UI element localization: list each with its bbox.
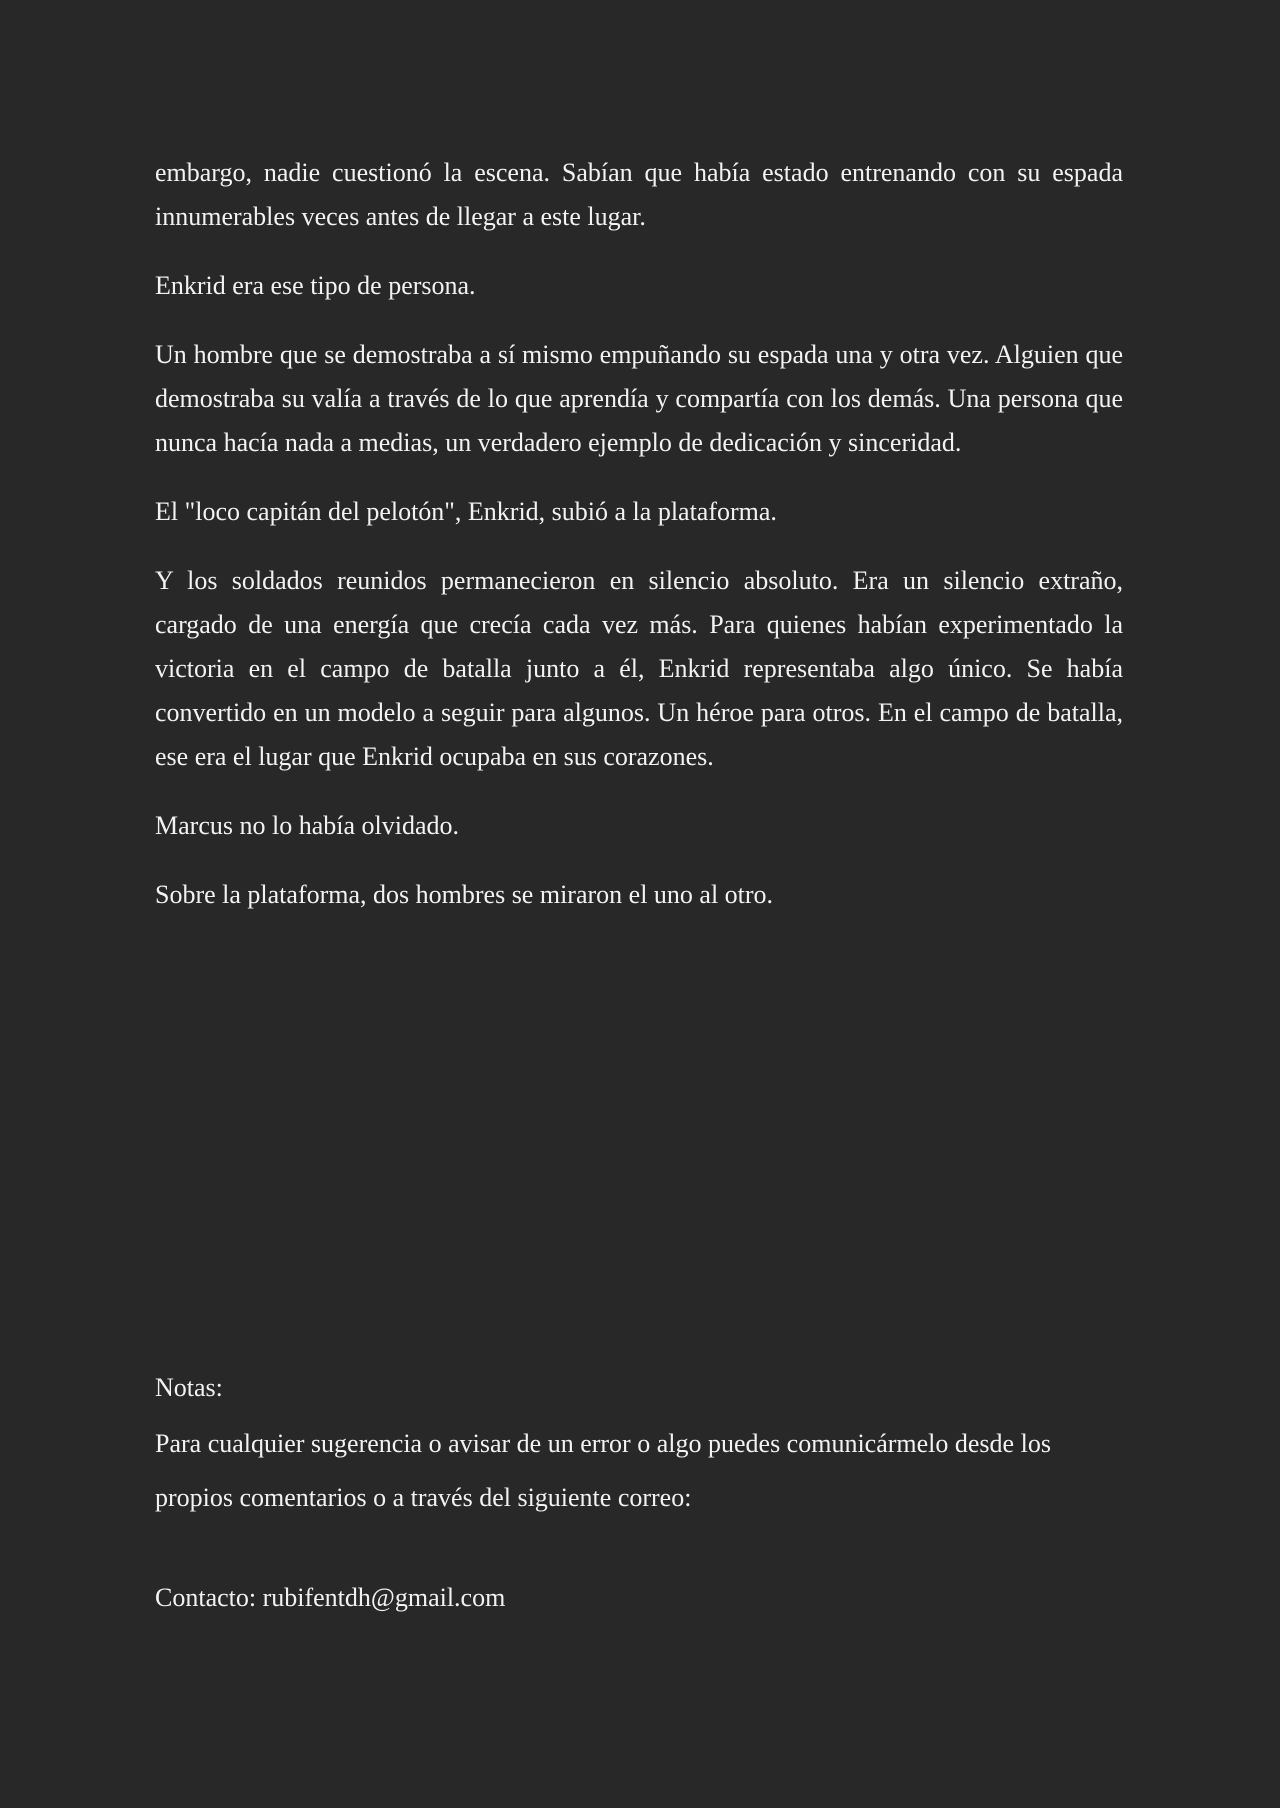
paragraph: El "loco capitán del pelotón", Enkrid, subió a la plataforma. (155, 497, 777, 526)
contact-line: Contacto: rubifentdh@gmail.com (155, 1583, 506, 1612)
notes-section (155, 1365, 1123, 1621)
paragraph: Sobre la plataforma, dos hombres se miraron el uno al otro. (155, 880, 774, 909)
chapter-body (155, 151, 1123, 942)
paragraph: Y los soldados reunidos permanecieron en silencio absoluto. Era un silencio extraño, cargado de una energía que crecía cada vez más. Para quienes habían experimentado la victoria en el campo de batalla junto a él, Enkrid representaba algo único. Se había convertido en un modelo a seguir para algunos. Un héroe para otros. En el campo de batalla, ese era el lugar que Enkrid ocupaba en sus corazones. (155, 566, 1123, 771)
paragraph: Marcus no lo había olvidado. (155, 811, 459, 840)
paragraph: embargo, nadie cuestionó la escena. Sabían que había estado entrenando con su espada innumerables veces antes de llegar a este lugar. (155, 158, 1123, 231)
paragraph: Un hombre que se demostraba a sí mismo empuñando su espada una y otra vez. Alguien que demostraba su valía a través de lo que aprendía y compartía con los demás. Una persona que nunca hacía nada a medias, un verdadero ejemplo de dedicación y sinceridad. (155, 340, 1123, 457)
document-page (155, 0, 1123, 1808)
notes-title: Notas: (155, 1373, 223, 1402)
notes-text: Para cualquier sugerencia o avisar de un error o algo puedes comunicármelo desde los propios comentarios o a través del siguiente correo: (155, 1429, 1051, 1512)
paragraph: Enkrid era ese tipo de persona. (155, 271, 476, 300)
